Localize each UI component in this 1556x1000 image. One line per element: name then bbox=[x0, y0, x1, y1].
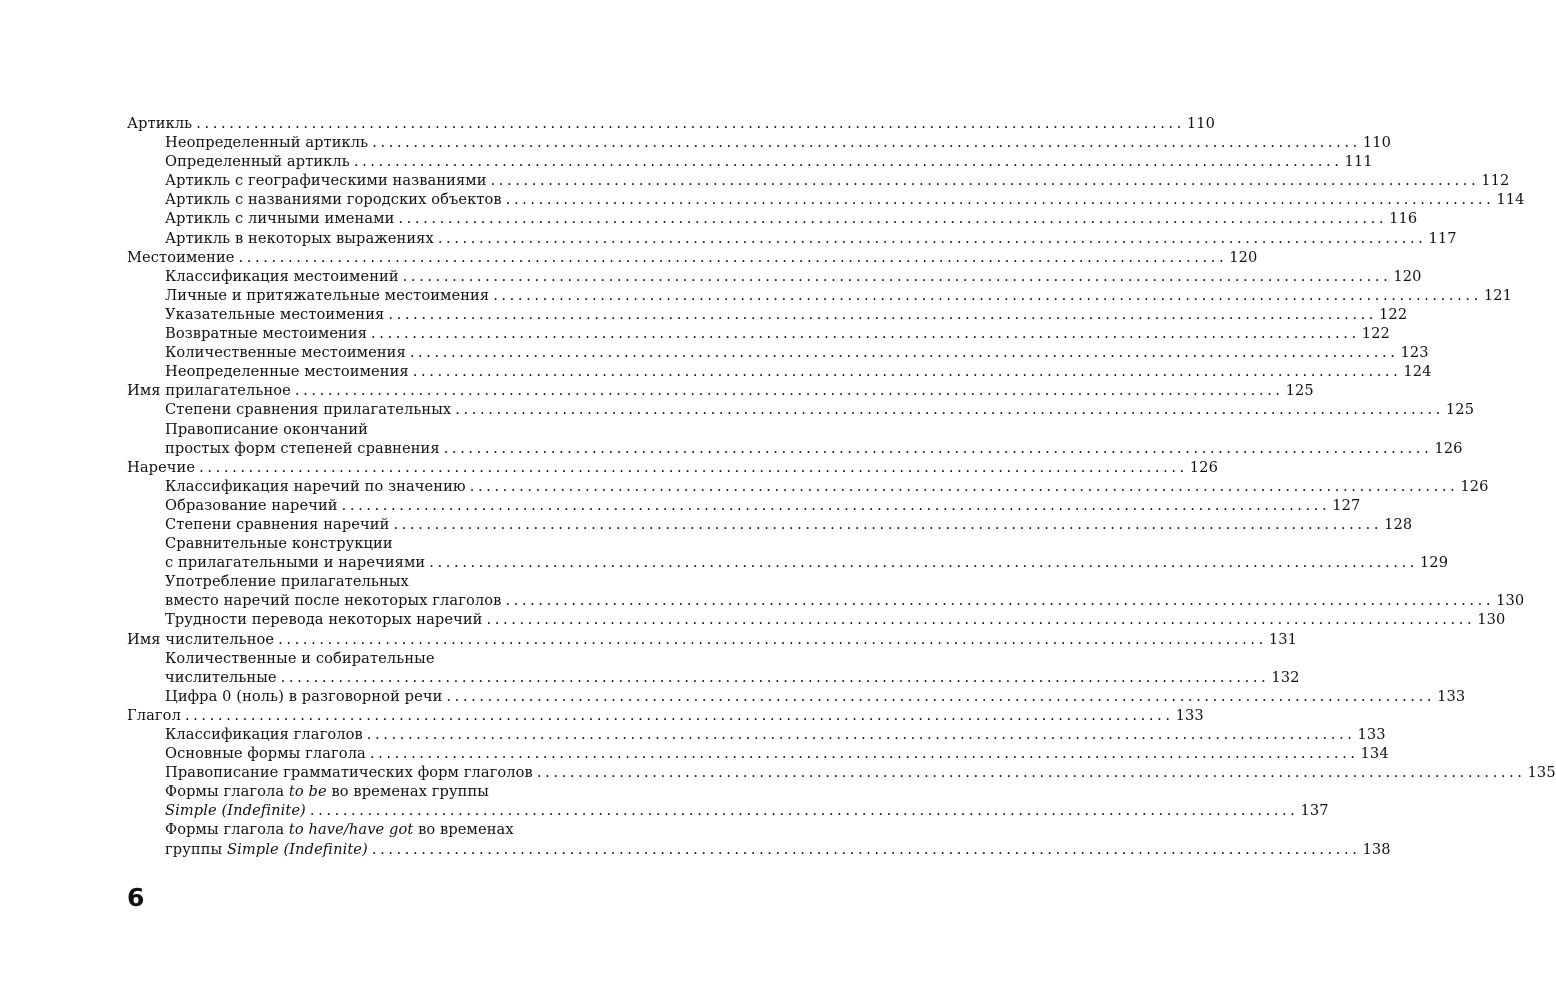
toc-entry-title: Правописание грамматических форм глаголов bbox=[165, 764, 533, 782]
toc-entry-page: 133 bbox=[1175, 706, 1204, 724]
toc-subsection-entry bbox=[127, 305, 1408, 324]
toc-entry-title: Образование наречий bbox=[165, 496, 338, 514]
toc-entry-title: Неопределенный артикль bbox=[165, 134, 369, 152]
dot-leader: ........................................................................................................................ bbox=[493, 286, 1482, 304]
toc-entry-page: 124 bbox=[1403, 363, 1432, 381]
toc-section-entry bbox=[127, 381, 1314, 400]
toc-entry-page: 126 bbox=[1460, 477, 1489, 495]
toc-entry-title: Неопределенные местоимения bbox=[165, 363, 409, 381]
toc-subsection-entry bbox=[127, 668, 1300, 687]
toc-subsection-entry bbox=[127, 477, 1489, 496]
toc-subsection-entry bbox=[127, 171, 1510, 190]
toc-entry-title: группы Simple (Indefinite) bbox=[165, 840, 368, 858]
dot-leader: ........................................................................................................................ bbox=[341, 496, 1331, 514]
toc-entry-title: Правописание окончаний bbox=[165, 420, 368, 438]
toc-subsection-entry bbox=[127, 343, 1429, 362]
toc-entry-title: Местоимение bbox=[127, 248, 235, 266]
toc-subsection-entry bbox=[127, 190, 1525, 209]
toc-entry-title: Классификация местоимений bbox=[165, 267, 399, 285]
toc-entry-page: 132 bbox=[1271, 668, 1300, 686]
toc-subsection-entry bbox=[127, 840, 1391, 859]
toc-subsection-entry bbox=[127, 610, 1506, 629]
dot-leader: ........................................................................................................................ bbox=[353, 153, 1343, 171]
toc-entry-title: Возвратные местоимения bbox=[165, 325, 368, 343]
dot-leader: ........................................................................................................................ bbox=[398, 210, 1388, 228]
toc-entry-page: 133 bbox=[1437, 687, 1466, 705]
toc-entry-page: 135 bbox=[1527, 764, 1556, 782]
toc-subsection-entry bbox=[127, 572, 607, 591]
toc-entry-title: с прилагательными и наречиями bbox=[165, 554, 426, 572]
toc-entry-title: Глагол bbox=[127, 706, 181, 724]
toc-entry-title: Формы глагола to be во временах группы bbox=[165, 783, 490, 801]
toc-subsection-entry bbox=[127, 152, 1373, 171]
toc-entry-title: Личные и притяжательные местоимения bbox=[165, 286, 490, 304]
dot-leader: ........................................................................................................................ bbox=[446, 687, 1436, 705]
dot-leader: ........................................................................................................................ bbox=[402, 267, 1392, 285]
dot-leader: ........................................................................................................................ bbox=[490, 172, 1480, 190]
toc-entry-title: Формы глагола to have/have got во временах bbox=[165, 821, 514, 839]
toc-entry-page: 130 bbox=[1477, 611, 1506, 629]
dot-leader: ........................................................................................................................ bbox=[455, 401, 1444, 419]
toc-entry-page: 116 bbox=[1389, 210, 1418, 228]
toc-entry-title: числительные bbox=[165, 668, 277, 686]
toc-entry-page: 111 bbox=[1344, 153, 1373, 171]
table-of-contents bbox=[127, 114, 1556, 859]
dot-leader: ........................................................................................................................ bbox=[371, 840, 1361, 858]
toc-subsection-entry bbox=[127, 687, 1466, 706]
dot-leader: ........................................................................................................................ bbox=[280, 668, 1270, 686]
page-number: 6 bbox=[127, 883, 145, 912]
toc-subsection-entry bbox=[127, 801, 1329, 820]
toc-entry-page: 121 bbox=[1483, 286, 1513, 304]
toc-entry-page: 133 bbox=[1357, 726, 1386, 743]
toc-subsection-entry bbox=[127, 439, 1463, 458]
toc-section-entry bbox=[127, 114, 1216, 133]
toc-entry-title: Степени сравнения прилагательных bbox=[165, 401, 452, 419]
dot-leader: ........................................................................................................................ bbox=[388, 305, 1378, 323]
dot-leader: ........................................................................................................................ bbox=[505, 592, 1495, 610]
toc-entry-title: Артикль в некоторых выражениях bbox=[165, 229, 434, 247]
dot-leader: ........................................................................................................................ bbox=[369, 745, 1359, 763]
toc-entry-page: 110 bbox=[1186, 115, 1216, 132]
dot-leader: ........................................................................................................................ bbox=[393, 515, 1383, 533]
toc-subsection-entry bbox=[127, 515, 1413, 534]
dot-leader: ........................................................................................................................ bbox=[372, 134, 1361, 152]
toc-entry-page: 122 bbox=[1361, 325, 1390, 343]
toc-entry-title: Артикль с названиями городских объектов bbox=[165, 191, 502, 209]
dot-leader: ........................................................................................................................ bbox=[366, 726, 1356, 743]
toc-entry-page: 128 bbox=[1384, 515, 1413, 533]
toc-subsection-entry bbox=[127, 820, 607, 839]
toc-entry-page: 138 bbox=[1362, 840, 1391, 858]
toc-entry-title: Классификация наречий по значению bbox=[165, 477, 466, 495]
dot-leader: ........................................................................................................................ bbox=[196, 115, 1185, 132]
toc-entry-title: Определенный артикль bbox=[165, 153, 350, 171]
toc-subsection-entry bbox=[127, 229, 1457, 248]
toc-subsection-entry bbox=[127, 420, 607, 439]
toc-subsection-entry bbox=[127, 286, 1513, 305]
dot-leader: ........................................................................................................................ bbox=[437, 229, 1427, 247]
toc-entry-title: Употребление прилагательных bbox=[165, 573, 409, 591]
dot-leader: ........................................................................................................................ bbox=[429, 554, 1418, 572]
dot-leader: ........................................................................................................................ bbox=[309, 802, 1299, 820]
toc-entry-title: Указательные местоимения bbox=[165, 305, 385, 323]
toc-entry-title: Степени сравнения наречий bbox=[165, 515, 390, 533]
toc-entry-page: 122 bbox=[1379, 305, 1408, 323]
toc-subsection-entry bbox=[127, 534, 607, 553]
toc-section-entry bbox=[127, 630, 1297, 649]
toc-subsection-entry bbox=[127, 725, 1386, 744]
toc-entry-title: Артикль с географическими названиями bbox=[165, 172, 487, 190]
dot-leader: ........................................................................................................................ bbox=[469, 477, 1459, 495]
toc-subsection-entry bbox=[127, 362, 1432, 381]
dot-leader: ........................................................................................................................ bbox=[443, 439, 1433, 457]
toc-section-entry bbox=[127, 706, 1204, 725]
toc-entry-title: Сравнительные конструкции bbox=[165, 535, 393, 553]
toc-subsection-entry bbox=[127, 744, 1389, 763]
toc-entry-page: 117 bbox=[1428, 229, 1457, 247]
dot-leader: ........................................................................................................................ bbox=[536, 764, 1526, 782]
toc-entry-page: 112 bbox=[1481, 172, 1510, 190]
toc-subsection-entry bbox=[127, 496, 1361, 515]
dot-leader: ........................................................................................................................ bbox=[278, 630, 1267, 648]
dot-leader: ........................................................................................................................ bbox=[486, 611, 1476, 629]
toc-section-entry bbox=[127, 248, 1258, 267]
toc-subsection-entry bbox=[127, 782, 607, 801]
toc-entry-title: Количественные местоимения bbox=[165, 344, 406, 362]
toc-entry-page: 120 bbox=[1393, 267, 1422, 285]
toc-entry-page: 123 bbox=[1400, 344, 1429, 362]
toc-subsection-entry bbox=[127, 324, 1390, 343]
toc-entry-page: 134 bbox=[1360, 745, 1389, 763]
toc-entry-title: Наречие bbox=[127, 458, 196, 476]
dot-leader: ........................................................................................................................ bbox=[505, 191, 1495, 209]
dot-leader: ........................................................................................................................ bbox=[371, 325, 1360, 343]
dot-leader: ........................................................................................................................ bbox=[238, 248, 1228, 266]
toc-entry-title: Цифра 0 (ноль) в разговорной речи bbox=[165, 687, 443, 705]
toc-entry-title: Артикль bbox=[127, 115, 193, 132]
toc-entry-title: Simple (Indefinite) bbox=[165, 802, 306, 820]
toc-subsection-entry bbox=[127, 133, 1392, 152]
toc-subsection-entry bbox=[127, 763, 1556, 782]
toc-subsection-entry bbox=[127, 267, 1422, 286]
toc-entry-title: Трудности перевода некоторых наречий bbox=[165, 611, 483, 629]
toc-entry-page: 120 bbox=[1229, 248, 1258, 266]
toc-entry-page: 126 bbox=[1434, 439, 1463, 457]
toc-entry-page: 110 bbox=[1362, 134, 1392, 152]
toc-entry-title: Имя числительное bbox=[127, 630, 275, 648]
toc-entry-page: 125 bbox=[1445, 401, 1475, 419]
toc-subsection-entry bbox=[127, 591, 1525, 610]
dot-leader: ........................................................................................................................ bbox=[199, 458, 1188, 476]
toc-entry-page: 137 bbox=[1300, 802, 1329, 820]
toc-entry-title: Основные формы глагола bbox=[165, 745, 366, 763]
toc-subsection-entry bbox=[127, 209, 1418, 228]
toc-entry-title: Артикль с личными именами bbox=[165, 210, 395, 228]
toc-entry-page: 125 bbox=[1285, 382, 1314, 400]
toc-subsection-entry bbox=[127, 400, 1475, 419]
toc-entry-page: 114 bbox=[1496, 191, 1525, 209]
dot-leader: ........................................................................................................................ bbox=[184, 706, 1174, 724]
toc-entry-title: Классификация глаголов bbox=[165, 726, 363, 743]
toc-subsection-entry bbox=[127, 553, 1449, 572]
dot-leader: ........................................................................................................................ bbox=[412, 363, 1402, 381]
toc-section-entry bbox=[127, 458, 1218, 477]
toc-subsection-entry bbox=[127, 649, 607, 668]
toc-entry-title: Имя прилагательное bbox=[127, 382, 291, 400]
toc-entry-title: вместо наречий после некоторых глаголов bbox=[165, 592, 502, 610]
dot-leader: ........................................................................................................................ bbox=[294, 382, 1284, 400]
toc-entry-page: 129 bbox=[1419, 554, 1449, 572]
toc-entry-page: 126 bbox=[1189, 458, 1218, 476]
toc-entry-page: 127 bbox=[1332, 496, 1361, 514]
dot-leader: ........................................................................................................................ bbox=[409, 344, 1399, 362]
toc-entry-page: 130 bbox=[1496, 592, 1525, 610]
toc-entry-page: 131 bbox=[1268, 630, 1297, 648]
toc-entry-title: простых форм степеней сравнения bbox=[165, 439, 440, 457]
toc-entry-title: Количественные и собирательные bbox=[165, 649, 435, 667]
